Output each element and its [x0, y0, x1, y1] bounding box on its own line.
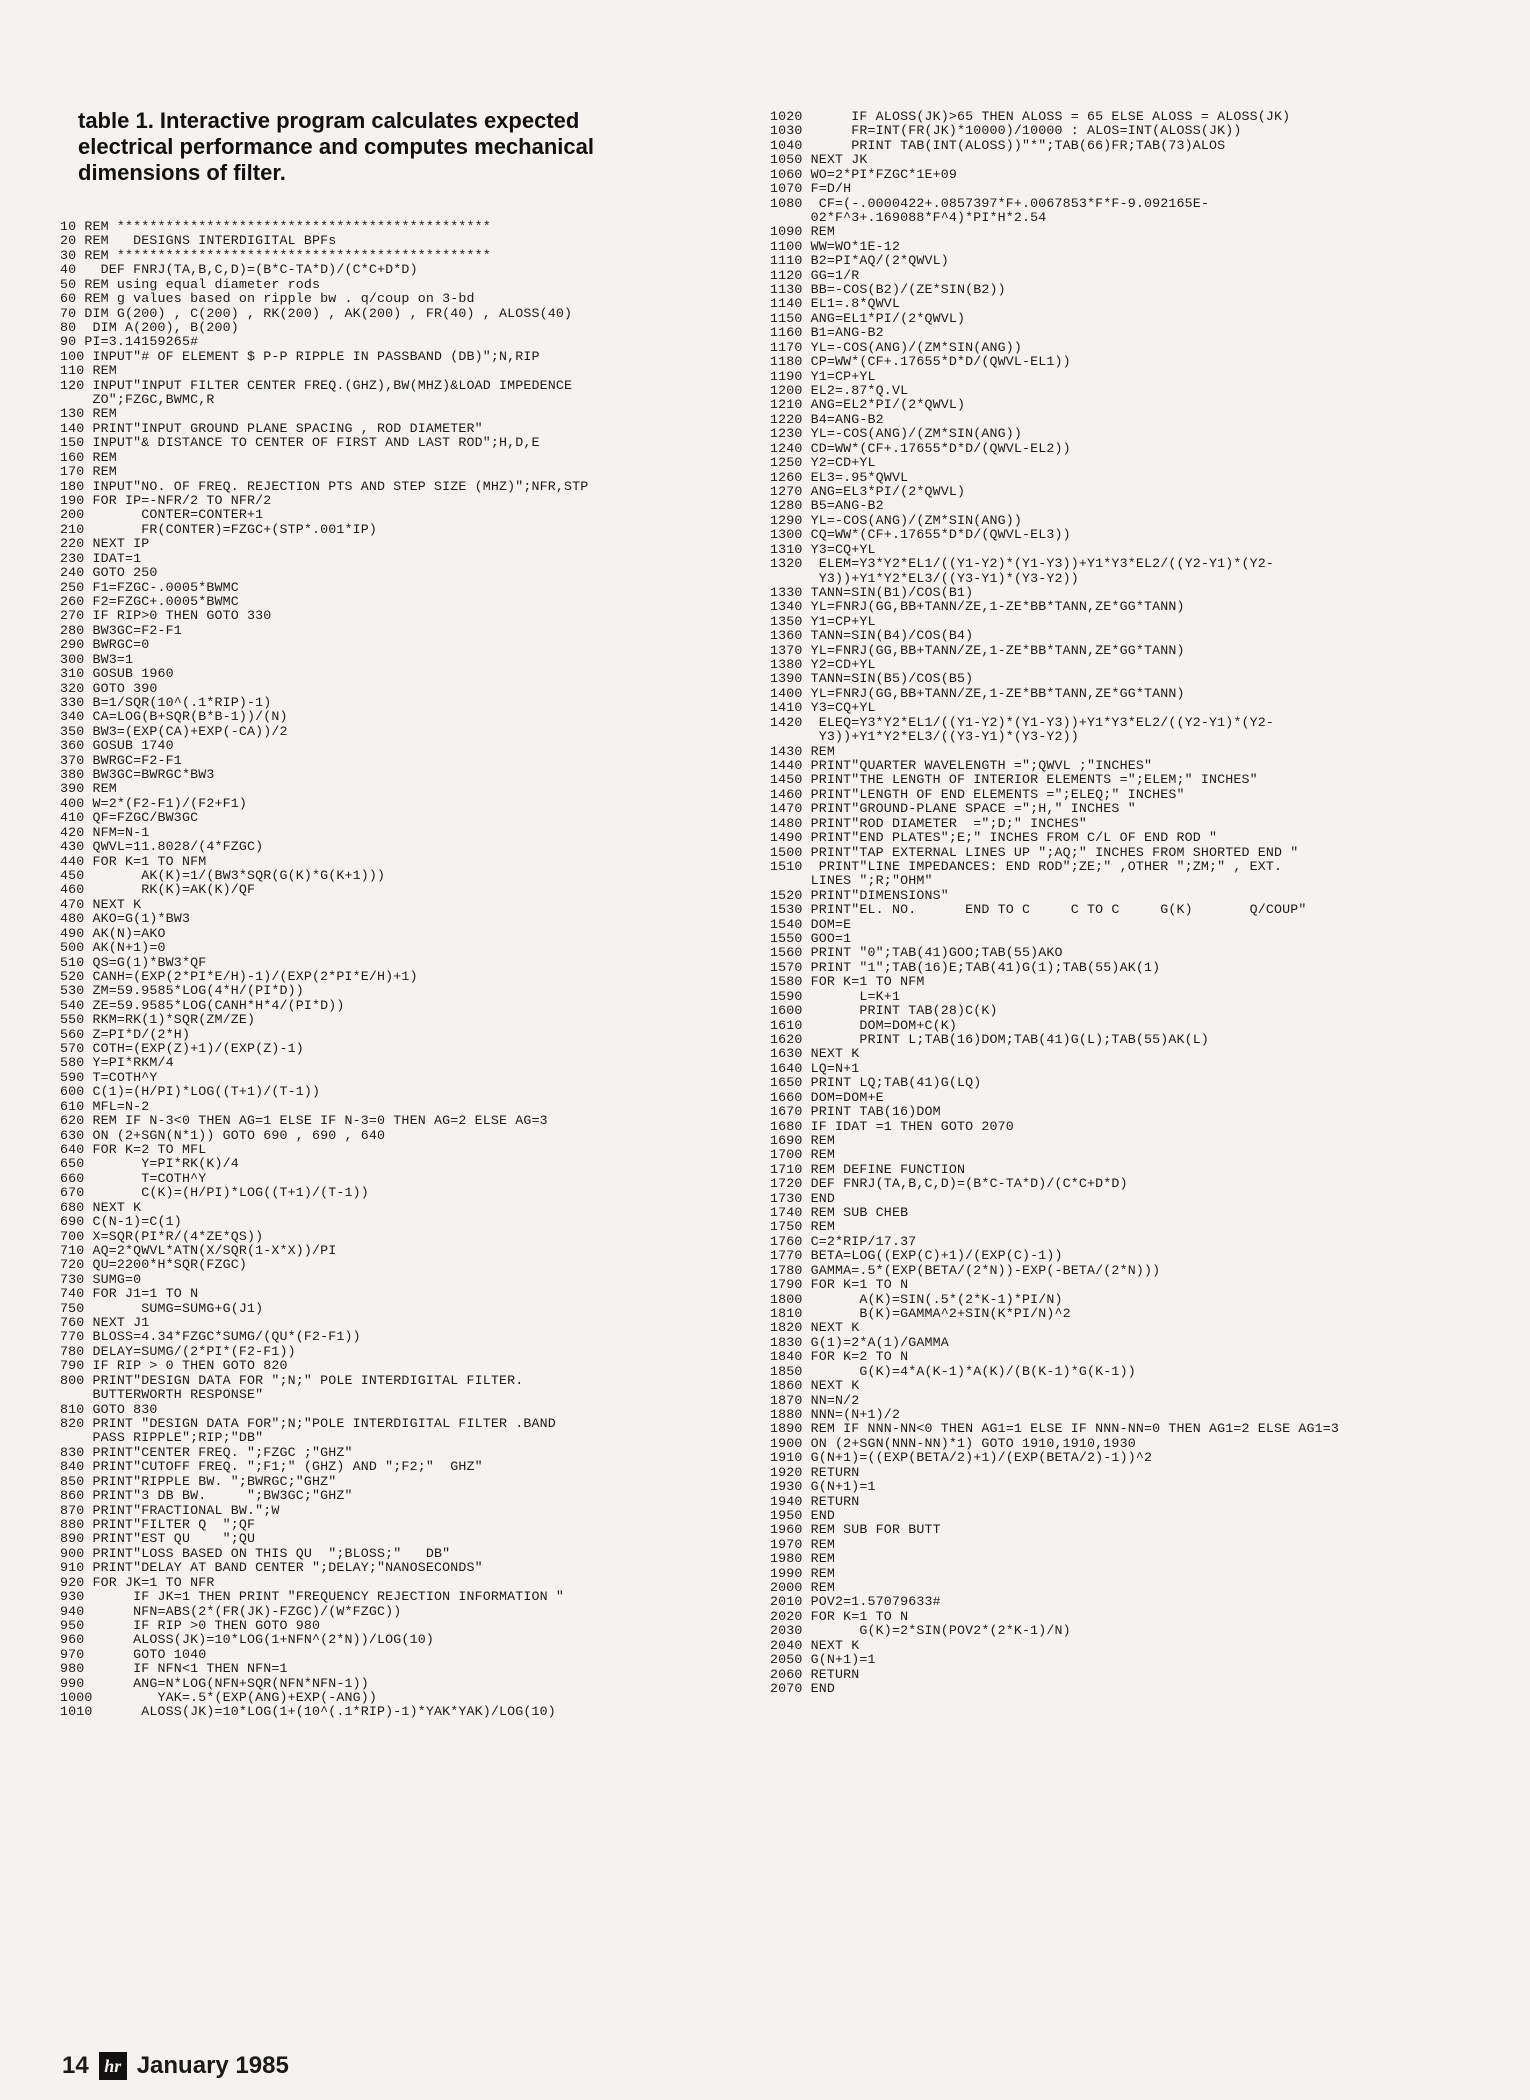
code-line: 730 SUMG=0 — [60, 1271, 142, 1287]
code-line: 2020 FOR K=1 TO N — [770, 1608, 909, 1624]
code-line: 1520 PRINT"DIMENSIONS" — [770, 887, 949, 903]
code-line: 1910 G(N+1)=((EXP(BETA/2)+1)/(EXP(BETA/2)-1))^2 — [770, 1450, 1153, 1466]
code-line: 760 NEXT J1 — [60, 1315, 150, 1331]
code-line: 90 PI=3.14159265# — [60, 334, 199, 350]
code-line: 620 REM IF N-3<0 THEN AG=1 ELSE IF N-3=0 THEN AG=2 ELSE AG=3 — [60, 1113, 548, 1129]
code-line: 560 Z=PI*D/(2*H) — [60, 1026, 191, 1042]
code-line: 250 F1=FZGC-.0005*BWMC — [60, 579, 239, 595]
code-line: 130 REM — [60, 406, 117, 422]
code-line: 340 CA=LOG(B+SQR(B*B-1))/(N) — [60, 709, 288, 725]
code-line: 1810 B(K)=GAMMA^2+SIN(K*PI/N)^2 — [770, 1306, 1071, 1322]
code-line: 1870 NN=N/2 — [770, 1392, 860, 1408]
code-line: 640 FOR K=2 TO MFL — [60, 1142, 207, 1157]
code-line: 1670 PRINT TAB(16)DOM — [770, 1104, 941, 1120]
code-line: 02*F^3+.169088*F^4)*PI*H*2.54 — [770, 209, 1047, 225]
code-line: 880 PRINT"FILTER Q ";QF — [60, 1516, 256, 1532]
code-line: 380 BW3GC=BWRGC*BW3 — [60, 767, 215, 783]
code-line: 1850 G(K)=4*A(K-1)*A(K)/(B(K-1)*G(K-1)) — [770, 1363, 1136, 1379]
code-line: 870 PRINT"FRACTIONAL BW.";W — [60, 1502, 280, 1518]
code-line: 180 INPUT"NO. OF FREQ. REJECTION PTS AND STEP SIZE (MHZ)";NFR,STP — [60, 478, 589, 494]
code-line: Y3))+Y1*Y2*EL3/((Y3-Y1)*(Y3-Y2)) — [770, 729, 1079, 745]
code-line: 470 NEXT K — [60, 896, 142, 912]
code-line: 2010 POV2=1.57079633# — [770, 1594, 941, 1610]
code-line: 1070 F=D/H — [770, 181, 852, 197]
code-line: 1210 ANG=EL2*PI/(2*QWVL) — [770, 397, 966, 413]
code-line: 960 ALOSS(JK)=10*LOG(1+NFN^(2*N))/LOG(10) — [60, 1632, 434, 1648]
code-line: 1640 LQ=N+1 — [770, 1060, 860, 1076]
code-line: 1180 CP=WW*(CF+.17655*D*D/(QWVL-EL1)) — [770, 354, 1071, 370]
code-line: 450 AK(K)=1/(BW3*SQR(G(K)*G(K+1))) — [60, 867, 386, 883]
code-line: 1920 RETURN — [770, 1464, 860, 1480]
code-line: 240 GOTO 250 — [60, 565, 158, 581]
code-line: 140 PRINT"INPUT GROUND PLANE SPACING , ROD DIAMETER" — [60, 420, 483, 436]
code-line: 1900 ON (2+SGN(NNN-NN)*1) GOTO 1910,1910,1930 — [770, 1435, 1136, 1451]
code-line: 840 PRINT"CUTOFF FREQ. ";F1;" (GHZ) AND ";F2;" GHZ" — [60, 1459, 483, 1475]
code-line: 630 ON (2+SGN(N*1)) GOTO 690 , 690 , 640 — [60, 1127, 386, 1143]
code-line: 650 Y=PI*RK(K)/4 — [60, 1156, 239, 1172]
code-line: 1100 WW=WO*1E-12 — [770, 238, 901, 254]
code-line: 510 QS=G(1)*BW3*QF — [60, 954, 207, 970]
code-line: 1140 EL1=.8*QWVL — [770, 296, 901, 312]
code-line: 1550 GOO=1 — [770, 931, 852, 947]
code-line: 370 BWRGC=F2-F1 — [60, 752, 182, 768]
page-footer — [62, 2052, 289, 2080]
code-line: 10 REM ********************************************** — [60, 219, 491, 234]
code-line: 1630 NEXT K — [770, 1046, 860, 1062]
code-line: 1080 CF=(-.0000422+.0857397*F+.0067853*F*F-9.092165E- — [770, 195, 1209, 211]
code-line: 1090 REM — [770, 224, 836, 240]
code-line: 1170 YL=-COS(ANG)/(ZM*SIN(ANG)) — [770, 339, 1023, 355]
code-line: 1940 RETURN — [770, 1493, 860, 1509]
code-line: 550 RKM=RK(1)*SQR(ZM/ZE) — [60, 1012, 256, 1028]
code-line: 1420 ELEQ=Y3*Y2*EL1/((Y1-Y2)*(Y1-Y3))+Y1*Y3*EL2/((Y2-Y1)*(Y2- — [770, 714, 1275, 730]
code-line: 930 IF JK=1 THEN PRINT "FREQUENCY REJECTION INFORMATION " — [60, 1589, 565, 1605]
code-line: 270 IF RIP>0 THEN GOTO 330 — [60, 608, 272, 624]
code-line: 1990 REM — [770, 1565, 836, 1581]
code-line: 100 INPUT"# OF ELEMENT $ P-P RIPPLE IN PASSBAND (DB)";N,RIP — [60, 348, 540, 364]
code-line: 520 CANH=(EXP(2*PI*E/H)-1)/(EXP(2*PI*E/H)+1) — [60, 968, 418, 984]
code-line: 1780 GAMMA=.5*(EXP(BETA/(2*N))-EXP(-BETA/(2*N))) — [770, 1262, 1161, 1278]
code-line: 1620 PRINT L;TAB(16)DOM;TAB(41)G(L);TAB(55)AK(L) — [770, 1032, 1209, 1047]
code-line: 1470 PRINT"GROUND-PLANE SPACE =";H," INCHES " — [770, 801, 1136, 817]
code-line: 860 PRINT"3 DB BW. ";BW3GC;"GHZ" — [60, 1488, 353, 1504]
code-line: 940 NFN=ABS(2*(FR(JK)-FZGC)/(W*FZGC)) — [60, 1603, 402, 1619]
code-line: 310 GOSUB 1960 — [60, 666, 174, 682]
code-line: 1310 Y3=CQ+YL — [770, 541, 876, 557]
code-line: 290 BWRGC=0 — [60, 637, 150, 653]
code-line: 1700 REM — [770, 1147, 836, 1163]
code-line: 670 C(K)=(H/PI)*LOG((T+1)/(T-1)) — [60, 1185, 369, 1201]
code-line: 770 BLOSS=4.34*FZGC*SUMG/(QU*(F2-F1)) — [60, 1329, 361, 1345]
code-line: 120 INPUT"INPUT FILTER CENTER FREQ.(GHZ),BW(MHZ)&LOAD IMPEDENCE — [60, 377, 573, 393]
code-line: 1040 PRINT TAB(INT(ALOSS))"*";TAB(66)FR;TAB(73)ALOS — [770, 137, 1226, 153]
code-line: 1730 END — [770, 1190, 836, 1206]
code-line: 1570 PRINT "1";TAB(16)E;TAB(41)G(1);TAB(55)AK(1) — [770, 959, 1161, 975]
code-line: 1460 PRINT"LENGTH OF END ELEMENTS =";ELEQ;" INCHES" — [770, 786, 1185, 802]
code-line: 320 GOTO 390 — [60, 680, 158, 696]
code-line: 1300 CQ=WW*(CF+.17655*D*D/(QWVL-EL3)) — [770, 527, 1071, 543]
code-line: 1770 BETA=LOG((EXP(C)+1)/(EXP(C)-1)) — [770, 1248, 1063, 1264]
code-line: 160 REM — [60, 449, 117, 465]
code-line: 190 FOR IP=-NFR/2 TO NFR/2 — [60, 493, 272, 509]
code-line: 700 X=SQR(PI*R/(4*ZE*QS)) — [60, 1228, 264, 1244]
code-line: 400 W=2*(F2-F1)/(F2+F1) — [60, 795, 247, 811]
issue-date: January 1985 — [136, 2052, 289, 2079]
code-line: 1060 WO=2*PI*FZGC*1E+09 — [770, 166, 957, 182]
code-line: 570 COTH=(EXP(Z)+1)/(EXP(Z)-1) — [60, 1041, 304, 1057]
code-line: 1960 REM SUB FOR BUTT — [770, 1522, 941, 1538]
code-line: 920 FOR JK=1 TO NFR — [60, 1574, 215, 1590]
code-line: 110 REM — [60, 363, 117, 379]
code-line: 1880 NNN=(N+1)/2 — [770, 1406, 901, 1422]
code-line: 30 REM ********************************************** — [60, 247, 491, 263]
code-line: 1830 G(1)=2*A(1)/GAMMA — [770, 1334, 949, 1350]
code-line: 330 B=1/SQR(10^(.1*RIP)-1) — [60, 694, 272, 710]
code-line: 70 DIM G(200) , C(200) , RK(200) , AK(200) , FR(40) , ALOSS(40) — [60, 305, 573, 321]
code-line: 1050 NEXT JK — [770, 152, 868, 168]
code-line: 1560 PRINT "0";TAB(41)GOO;TAB(55)AKO — [770, 945, 1063, 961]
code-line: 530 ZM=59.9585*LOG(4*H/(PI*D)) — [60, 983, 304, 999]
code-line: 750 SUMG=SUMG+G(J1) — [60, 1300, 264, 1316]
code-line: 1000 YAK=.5*(EXP(ANG)+EXP(-ANG)) — [60, 1690, 378, 1706]
code-line: 1320 ELEM=Y3*Y2*EL1/((Y1-Y2)*(Y1-Y3))+Y1*Y3*EL2/((Y2-Y1)*(Y2- — [770, 556, 1275, 572]
code-line: PASS RIPPLE";RIP;"DB" — [60, 1430, 264, 1446]
code-line: 990 ANG=N*LOG(NFN+SQR(NFN*NFN-1)) — [60, 1675, 369, 1691]
code-line: 220 NEXT IP — [60, 536, 150, 552]
code-line: 430 QWVL=11.8028/(4*FZGC) — [60, 839, 264, 855]
code-line: 660 T=COTH^Y — [60, 1170, 207, 1186]
code-line: 210 FR(CONTER)=FZGC+(STP*.001*IP) — [60, 521, 378, 537]
code-line: 690 C(N-1)=C(1) — [60, 1214, 182, 1230]
code-line: 390 REM — [60, 781, 117, 797]
code-line: 980 IF NFN<1 THEN NFN=1 — [60, 1661, 288, 1677]
code-line: 1120 GG=1/R — [770, 267, 860, 283]
code-line: 1610 DOM=DOM+C(K) — [770, 1017, 957, 1033]
code-line: 1270 ANG=EL3*PI/(2*QWVL) — [770, 483, 966, 499]
code-line: 1540 DOM=E — [770, 916, 852, 932]
code-line: 1450 PRINT"THE LENGTH OF INTERIOR ELEMENTS =";ELEM;" INCHES" — [770, 772, 1258, 788]
page-number: 14 — [62, 2052, 89, 2079]
code-line: 360 GOSUB 1740 — [60, 738, 174, 754]
code-line: 1370 YL=FNRJ(GG,BB+TANN/ZE,1-ZE*BB*TANN,ZE*GG*TANN) — [770, 642, 1185, 658]
code-line: 1970 REM — [770, 1536, 836, 1552]
code-line: 350 BW3=(EXP(CA)+EXP(-CA))/2 — [60, 723, 288, 739]
code-line: 800 PRINT"DESIGN DATA FOR ";N;" POLE INTERDIGITAL FILTER. — [60, 1372, 524, 1388]
code-line: 1660 DOM=DOM+E — [770, 1089, 884, 1105]
code-line: 1350 Y1=CP+YL — [770, 613, 876, 629]
code-line: 1380 Y2=CD+YL — [770, 657, 876, 673]
code-line: BUTTERWORTH RESPONSE" — [60, 1387, 264, 1403]
code-line: 60 REM g values based on ripple bw . q/coup on 3-bd — [60, 291, 475, 307]
code-line: LINES ";R;"OHM" — [770, 873, 933, 889]
code-line: 1130 BB=-COS(B2)/(ZE*SIN(B2)) — [770, 282, 1006, 298]
code-line: 1860 NEXT K — [770, 1378, 860, 1394]
code-line: 300 BW3=1 — [60, 651, 134, 667]
code-line: 80 DIM A(200), B(200) — [60, 319, 239, 335]
code-line: 1410 Y3=CQ+YL — [770, 700, 876, 716]
code-line: 1250 Y2=CD+YL — [770, 455, 876, 471]
code-line: 1160 B1=ANG-B2 — [770, 325, 884, 341]
code-line: 580 Y=PI*RKM/4 — [60, 1055, 174, 1071]
code-line: 780 DELAY=SUMG/(2*PI*(F2-F1)) — [60, 1343, 296, 1359]
code-line: 2050 G(N+1)=1 — [770, 1652, 876, 1668]
code-line: 1720 DEF FNRJ(TA,B,C,D)=(B*C-TA*D)/(C*C+D*D) — [770, 1176, 1128, 1192]
code-line: 1690 REM — [770, 1132, 836, 1148]
code-line: 1980 REM — [770, 1551, 836, 1567]
code-line: 970 GOTO 1040 — [60, 1646, 207, 1662]
code-line: 600 C(1)=(H/PI)*LOG((T+1)/(T-1)) — [60, 1084, 321, 1100]
code-line: 1110 B2=PI*AQ/(2*QWVL) — [770, 253, 949, 269]
code-line: 1840 FOR K=2 TO N — [770, 1349, 909, 1365]
code-line: 1950 END — [770, 1507, 836, 1523]
program-listing-left-column — [60, 220, 588, 1720]
code-line: 260 F2=FZGC+.0005*BWMC — [60, 593, 239, 609]
code-line: 1600 PRINT TAB(28)C(K) — [770, 1003, 998, 1019]
code-line: 460 RK(K)=AK(K)/QF — [60, 882, 256, 898]
code-line: 1710 REM DEFINE FUNCTION — [770, 1161, 966, 1177]
code-line: 1240 CD=WW*(CF+.17655*D*D/(QWVL-EL2)) — [770, 440, 1071, 456]
code-line: 720 QU=2200*H*SQR(FZGC) — [60, 1257, 247, 1273]
code-line: 1400 YL=FNRJ(GG,BB+TANN/ZE,1-ZE*BB*TANN,ZE*GG*TANN) — [770, 685, 1185, 701]
code-line: 410 QF=FZGC/BW3GC — [60, 810, 199, 826]
code-line: 830 PRINT"CENTER FREQ. ";FZGC ;"GHZ" — [60, 1444, 353, 1460]
code-line: 2000 REM — [770, 1580, 836, 1596]
code-line: Y3))+Y1*Y2*EL3/((Y3-Y1)*(Y3-Y2)) — [770, 570, 1079, 586]
code-line: 1010 ALOSS(JK)=10*LOG(1+(10^(.1*RIP)-1)*YAK*YAK)/LOG(10) — [60, 1704, 556, 1720]
code-line: 2060 RETURN — [770, 1666, 860, 1682]
code-line: 740 FOR J1=1 TO N — [60, 1286, 199, 1302]
code-line: 1200 EL2=.87*Q.VL — [770, 383, 909, 399]
code-line: 810 GOTO 830 — [60, 1401, 158, 1417]
code-line: 1280 B5=ANG-B2 — [770, 498, 884, 514]
code-line: 500 AK(N+1)=0 — [60, 940, 166, 956]
program-listing-right-column — [770, 110, 1339, 1696]
code-line: 1150 ANG=EL1*PI/(2*QWVL) — [770, 310, 966, 326]
code-line: 950 IF RIP >0 THEN GOTO 980 — [60, 1617, 321, 1633]
code-line: 1750 REM — [770, 1219, 836, 1235]
code-line: 1190 Y1=CP+YL — [770, 368, 876, 384]
code-line: 1650 PRINT LQ;TAB(41)G(LQ) — [770, 1075, 982, 1091]
code-line: 2040 NEXT K — [770, 1637, 860, 1653]
code-line: 790 IF RIP > 0 THEN GOTO 820 — [60, 1358, 288, 1374]
code-line: 200 CONTER=CONTER+1 — [60, 507, 264, 523]
code-line: 1440 PRINT"QUARTER WAVELENGTH =";QWVL ;"INCHES" — [770, 757, 1153, 773]
code-line: ZO";FZGC,BWMC,R — [60, 392, 215, 408]
code-line: 490 AK(N)=AKO — [60, 925, 166, 941]
code-line: 1590 L=K+1 — [770, 988, 901, 1004]
code-line: 440 FOR K=1 TO NFM — [60, 853, 207, 869]
code-line: 1220 B4=ANG-B2 — [770, 411, 884, 427]
code-line: 230 IDAT=1 — [60, 550, 142, 566]
code-line: 710 AQ=2*QWVL*ATN(X/SQR(1-X*X))/PI — [60, 1242, 337, 1258]
code-line: 20 REM DESIGNS INTERDIGITAL BPFs — [60, 233, 337, 249]
code-line: 900 PRINT"LOSS BASED ON THIS QU ";BLOSS;" DB" — [60, 1545, 451, 1561]
code-line: 1890 REM IF NNN-NN<0 THEN AG1=1 ELSE IF NNN-NN=0 THEN AG1=2 ELSE AG1=3 — [770, 1421, 1340, 1437]
code-line: 1230 YL=-COS(ANG)/(ZM*SIN(ANG)) — [770, 426, 1023, 442]
code-line: 1740 REM SUB CHEB — [770, 1205, 909, 1221]
code-line: 1490 PRINT"END PLATES";E;" INCHES FROM C/L OF END ROD " — [770, 830, 1218, 846]
code-line: 50 REM using equal diameter rods — [60, 276, 321, 292]
code-line: 1020 IF ALOSS(JK)>65 THEN ALOSS = 65 ELSE ALOSS = ALOSS(JK) — [770, 109, 1291, 124]
code-line: 480 AKO=G(1)*BW3 — [60, 911, 191, 927]
code-line: 1790 FOR K=1 TO N — [770, 1277, 909, 1293]
code-line: 1580 FOR K=1 TO NFM — [770, 974, 925, 990]
code-line: 170 REM — [60, 464, 117, 480]
code-line: 1330 TANN=SIN(B1)/COS(B1) — [770, 584, 974, 600]
code-line: 850 PRINT"RIPPLE BW. ";BWRGC;"GHZ" — [60, 1473, 337, 1489]
code-line: 150 INPUT"& DISTANCE TO CENTER OF FIRST AND LAST ROD";H,D,E — [60, 435, 540, 451]
code-line: 1290 YL=-COS(ANG)/(ZM*SIN(ANG)) — [770, 512, 1023, 528]
code-line: 890 PRINT"EST QU ";QU — [60, 1531, 256, 1547]
code-line: 1680 IF IDAT =1 THEN GOTO 2070 — [770, 1118, 1014, 1134]
hr-logo-icon: hr — [99, 2052, 127, 2080]
code-line: 610 MFL=N-2 — [60, 1098, 150, 1114]
code-line: 2030 G(K)=2*SIN(POV2*(2*K-1)/N) — [770, 1623, 1071, 1639]
code-line: 1480 PRINT"ROD DIAMETER =";D;" INCHES" — [770, 815, 1088, 831]
code-line: 1260 EL3=.95*QWVL — [770, 469, 909, 485]
code-line: 590 T=COTH^Y — [60, 1069, 158, 1085]
code-line: 1500 PRINT"TAP EXTERNAL LINES UP ";AQ;" INCHES FROM SHORTED END " — [770, 844, 1299, 860]
code-line: 910 PRINT"DELAY AT BAND CENTER ";DELAY;"NANOSECONDS" — [60, 1560, 483, 1576]
table-caption: table 1. Interactive program calculates expected electrical performance and computes mechanical dimensions of filter. — [78, 108, 594, 185]
code-line: 1800 A(K)=SIN(.5*(2*K-1)*PI/N) — [770, 1291, 1063, 1307]
code-line: 420 NFM=N-1 — [60, 824, 150, 840]
code-line: 1530 PRINT"EL. NO. END TO C C TO C G(K) Q/COUP" — [770, 902, 1307, 918]
code-line: 1390 TANN=SIN(B5)/COS(B5) — [770, 671, 974, 687]
code-line: 1030 FR=INT(FR(JK)*10000)/10000 : ALOS=INT(ALOSS(JK)) — [770, 123, 1242, 139]
code-line: 2070 END — [770, 1680, 836, 1696]
code-line: 1510 PRINT"LINE IMPEDANCES: END ROD";ZE;" ,OTHER ";ZM;" , EXT. — [770, 858, 1283, 874]
code-line: 680 NEXT K — [60, 1199, 142, 1215]
code-line: 1820 NEXT K — [770, 1320, 860, 1336]
code-line: 540 ZE=59.9585*LOG(CANH*H*4/(PI*D)) — [60, 997, 345, 1013]
code-line: 1340 YL=FNRJ(GG,BB+TANN/ZE,1-ZE*BB*TANN,ZE*GG*TANN) — [770, 599, 1185, 615]
code-line: 280 BW3GC=F2-F1 — [60, 622, 182, 638]
code-line: 1360 TANN=SIN(B4)/COS(B4) — [770, 628, 974, 644]
code-line: 1430 REM — [770, 743, 836, 759]
code-line: 1930 G(N+1)=1 — [770, 1479, 876, 1495]
code-line: 40 DEF FNRJ(TA,B,C,D)=(B*C-TA*D)/(C*C+D*D) — [60, 262, 418, 278]
code-line: 1760 C=2*RIP/17.37 — [770, 1233, 917, 1249]
code-line: 820 PRINT "DESIGN DATA FOR";N;"POLE INTERDIGITAL FILTER .BAND — [60, 1416, 556, 1432]
